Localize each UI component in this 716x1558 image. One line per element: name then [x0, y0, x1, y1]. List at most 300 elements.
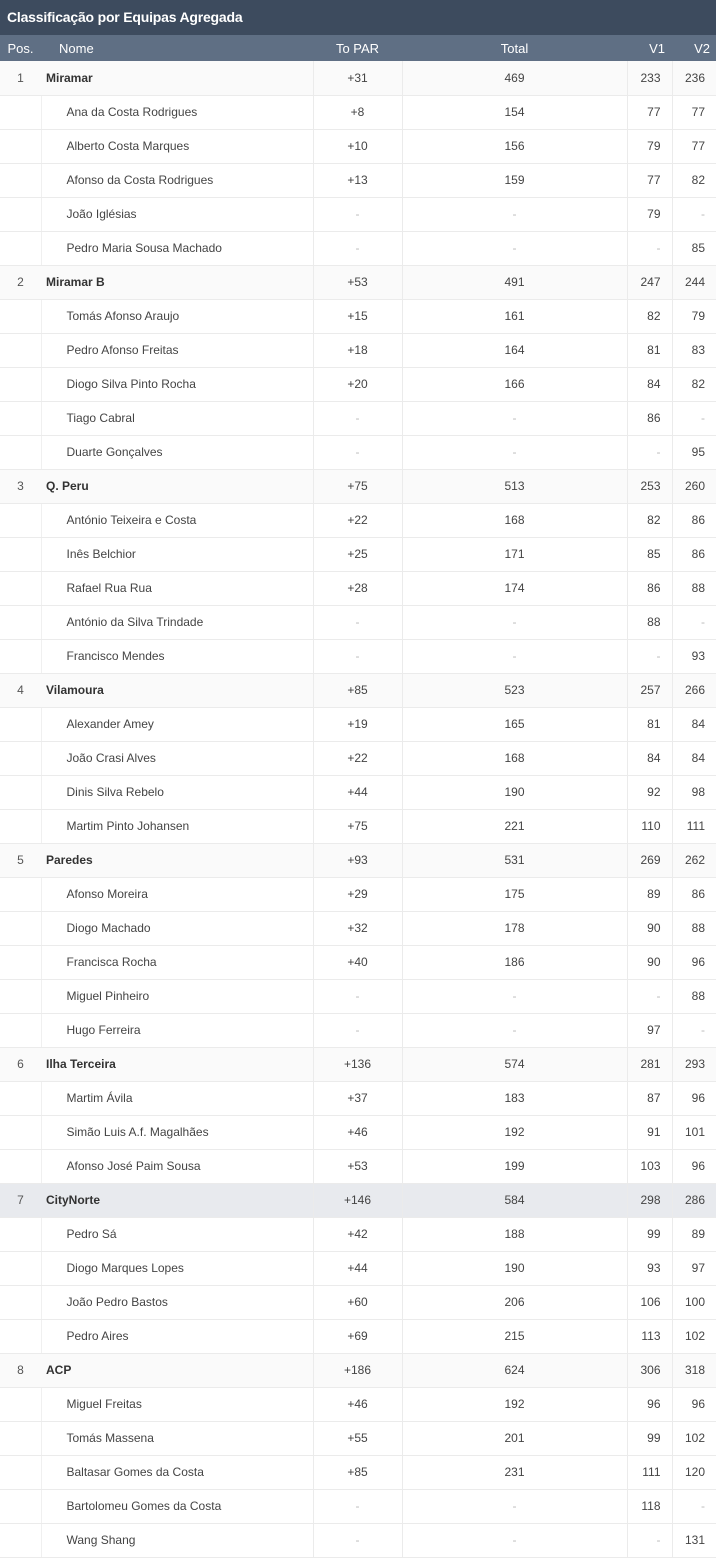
player-total-value: 215: [402, 1319, 627, 1353]
player-row[interactable]: [0, 945, 716, 979]
player-position: [0, 401, 41, 435]
player-total-value: 154: [402, 95, 627, 129]
team-row[interactable]: [0, 469, 716, 503]
team-v2-value: 286: [672, 1183, 716, 1217]
player-position: [0, 503, 41, 537]
player-v1-value: 90: [627, 911, 672, 945]
team-total-value: 513: [402, 469, 627, 503]
player-v2-value: 100: [672, 1285, 716, 1319]
player-name[interactable]: João Iglésias: [41, 197, 313, 231]
player-position: [0, 1115, 41, 1149]
team-position: 5: [0, 843, 41, 877]
player-total-value: 201: [402, 1421, 627, 1455]
player-total-value: 183: [402, 1081, 627, 1115]
player-position: [0, 979, 41, 1013]
player-v1-value: 84: [627, 367, 672, 401]
team-total-value: 523: [402, 673, 627, 707]
team-v1-value: 269: [627, 843, 672, 877]
player-row[interactable]: [0, 163, 716, 197]
team-par-value: +93: [313, 843, 402, 877]
player-v2-value: -: [672, 605, 716, 639]
player-name[interactable]: Diogo Silva Pinto Rocha: [41, 367, 313, 401]
player-row[interactable]: [0, 197, 716, 231]
player-row[interactable]: [0, 537, 716, 571]
player-v2-value: -: [672, 401, 716, 435]
player-v1-value: 86: [627, 571, 672, 605]
player-v1-value: -: [627, 1523, 672, 1557]
player-position: [0, 1387, 41, 1421]
player-v1-value: 111: [627, 1455, 672, 1489]
player-par-value: +55: [313, 1421, 402, 1455]
team-position: 4: [0, 673, 41, 707]
player-total-value: 192: [402, 1387, 627, 1421]
player-v1-value: 85: [627, 537, 672, 571]
player-position: [0, 197, 41, 231]
player-row[interactable]: [0, 1013, 716, 1047]
header-v2[interactable]: V2: [694, 40, 710, 56]
player-position: [0, 1523, 41, 1557]
player-v1-value: 90: [627, 945, 672, 979]
player-name[interactable]: Afonso Moreira: [41, 877, 313, 911]
player-par-value: -: [313, 1489, 402, 1523]
player-par-value: +53: [313, 1149, 402, 1183]
player-position: [0, 163, 41, 197]
player-position: [0, 435, 41, 469]
player-total-value: 175: [402, 877, 627, 911]
player-v2-value: 88: [672, 571, 716, 605]
player-v2-value: 86: [672, 537, 716, 571]
player-par-value: +44: [313, 1251, 402, 1285]
player-row[interactable]: [0, 1489, 716, 1523]
player-position: [0, 809, 41, 843]
player-name[interactable]: Francisco Mendes: [41, 639, 313, 673]
player-total-value: 190: [402, 1251, 627, 1285]
player-par-value: +85: [313, 1455, 402, 1489]
player-par-value: -: [313, 401, 402, 435]
player-name[interactable]: António Teixeira e Costa: [41, 503, 313, 537]
player-v2-value: 86: [672, 503, 716, 537]
player-row[interactable]: [0, 911, 716, 945]
player-total-value: -: [402, 435, 627, 469]
header-total[interactable]: Total: [500, 40, 529, 56]
team-name[interactable]: Ilha Terceira: [41, 1047, 313, 1081]
player-row[interactable]: [0, 1319, 716, 1353]
team-position: 7: [0, 1183, 41, 1217]
team-v1-value: 257: [627, 673, 672, 707]
team-name[interactable]: ACP: [41, 1353, 313, 1387]
player-row[interactable]: [0, 1421, 716, 1455]
player-total-value: 159: [402, 163, 627, 197]
player-position: [0, 605, 41, 639]
player-total-value: 166: [402, 367, 627, 401]
team-v2-value: 236: [672, 61, 716, 95]
player-par-value: +42: [313, 1217, 402, 1251]
player-name[interactable]: Hugo Ferreira: [41, 1013, 313, 1047]
player-v2-value: 102: [672, 1319, 716, 1353]
team-total-value: 574: [402, 1047, 627, 1081]
player-row[interactable]: [0, 979, 716, 1013]
player-position: [0, 741, 41, 775]
player-position: [0, 1319, 41, 1353]
team-v1-value: 281: [627, 1047, 672, 1081]
player-v2-value: 131: [672, 1523, 716, 1557]
player-name[interactable]: Baltasar Gomes da Costa: [41, 1455, 313, 1489]
player-v2-value: 98: [672, 775, 716, 809]
player-name[interactable]: Simão Luis A.f. Magalhães: [41, 1115, 313, 1149]
team-total-value: 491: [402, 265, 627, 299]
player-v2-value: 102: [672, 1421, 716, 1455]
player-v1-value: 97: [627, 1013, 672, 1047]
player-total-value: 156: [402, 129, 627, 163]
team-par-value: +75: [313, 469, 402, 503]
player-row[interactable]: [0, 1523, 716, 1557]
player-par-value: +28: [313, 571, 402, 605]
team-v2-value: 244: [672, 265, 716, 299]
player-row[interactable]: [0, 1455, 716, 1489]
player-v1-value: 96: [627, 1387, 672, 1421]
header-v1[interactable]: V1: [649, 40, 665, 56]
player-v2-value: -: [672, 1013, 716, 1047]
header-row: [0, 35, 716, 61]
player-row[interactable]: [0, 1149, 716, 1183]
player-name[interactable]: António da Silva Trindade: [41, 605, 313, 639]
player-par-value: +20: [313, 367, 402, 401]
team-name[interactable]: CityNorte: [41, 1183, 313, 1217]
player-v2-value: 95: [672, 435, 716, 469]
player-total-value: -: [402, 1523, 627, 1557]
team-name[interactable]: Vilamoura: [41, 673, 313, 707]
player-name[interactable]: Tiago Cabral: [41, 401, 313, 435]
player-v2-value: 85: [672, 231, 716, 265]
player-par-value: +32: [313, 911, 402, 945]
player-v1-value: 84: [627, 741, 672, 775]
player-par-value: -: [313, 979, 402, 1013]
player-position: [0, 129, 41, 163]
player-position: [0, 911, 41, 945]
player-v2-value: 79: [672, 299, 716, 333]
player-v2-value: 77: [672, 129, 716, 163]
player-v1-value: 103: [627, 1149, 672, 1183]
player-row[interactable]: [0, 1285, 716, 1319]
player-total-value: -: [402, 231, 627, 265]
player-par-value: +13: [313, 163, 402, 197]
player-position: [0, 707, 41, 741]
team-par-value: +53: [313, 265, 402, 299]
player-par-value: +46: [313, 1115, 402, 1149]
player-par-value: -: [313, 639, 402, 673]
player-v2-value: 84: [672, 707, 716, 741]
team-par-value: +85: [313, 673, 402, 707]
player-v2-value: 77: [672, 95, 716, 129]
player-row[interactable]: [0, 129, 716, 163]
player-total-value: 168: [402, 741, 627, 775]
player-total-value: -: [402, 605, 627, 639]
player-v1-value: 81: [627, 333, 672, 367]
player-row[interactable]: [0, 1081, 716, 1115]
player-v1-value: 79: [627, 129, 672, 163]
player-v2-value: 84: [672, 741, 716, 775]
player-name[interactable]: Tomás Afonso Araujo: [41, 299, 313, 333]
player-v1-value: 81: [627, 707, 672, 741]
player-v1-value: -: [627, 435, 672, 469]
player-position: [0, 537, 41, 571]
player-v1-value: 99: [627, 1217, 672, 1251]
player-total-value: -: [402, 1013, 627, 1047]
player-position: [0, 1013, 41, 1047]
player-v1-value: 86: [627, 401, 672, 435]
player-position: [0, 367, 41, 401]
player-name[interactable]: Pedro Afonso Freitas: [41, 333, 313, 367]
player-row[interactable]: [0, 1251, 716, 1285]
player-v2-value: 86: [672, 877, 716, 911]
player-position: [0, 333, 41, 367]
team-total-value: 469: [402, 61, 627, 95]
player-row[interactable]: [0, 1217, 716, 1251]
player-row[interactable]: [0, 95, 716, 129]
team-v2-value: 318: [672, 1353, 716, 1387]
player-v1-value: -: [627, 231, 672, 265]
player-v1-value: 79: [627, 197, 672, 231]
player-row[interactable]: [0, 503, 716, 537]
team-total-value: 584: [402, 1183, 627, 1217]
player-name[interactable]: Miguel Freitas: [41, 1387, 313, 1421]
page-title: Classificação por Equipas Agregada: [0, 0, 716, 35]
player-v2-value: 96: [672, 1081, 716, 1115]
player-v2-value: 96: [672, 1387, 716, 1421]
player-total-value: 164: [402, 333, 627, 367]
player-total-value: 192: [402, 1115, 627, 1149]
player-par-value: -: [313, 1523, 402, 1557]
player-row[interactable]: [0, 639, 716, 673]
player-par-value: +22: [313, 741, 402, 775]
team-position: 1: [0, 61, 41, 95]
player-par-value: -: [313, 197, 402, 231]
player-par-value: -: [313, 605, 402, 639]
player-v2-value: 88: [672, 979, 716, 1013]
player-v1-value: -: [627, 979, 672, 1013]
player-v1-value: 77: [627, 95, 672, 129]
team-v1-value: 247: [627, 265, 672, 299]
player-name[interactable]: Bartolomeu Gomes da Costa: [41, 1489, 313, 1523]
team-row[interactable]: [0, 843, 716, 877]
team-v2-value: 260: [672, 469, 716, 503]
player-v2-value: 96: [672, 945, 716, 979]
player-par-value: +40: [313, 945, 402, 979]
player-name[interactable]: João Crasi Alves: [41, 741, 313, 775]
team-v1-value: 306: [627, 1353, 672, 1387]
player-name[interactable]: Martim Ávila: [41, 1081, 313, 1115]
player-row[interactable]: [0, 435, 716, 469]
player-total-value: 168: [402, 503, 627, 537]
player-position: [0, 1251, 41, 1285]
player-position: [0, 1421, 41, 1455]
player-total-value: 190: [402, 775, 627, 809]
player-name[interactable]: Diogo Machado: [41, 911, 313, 945]
player-row[interactable]: [0, 1387, 716, 1421]
team-name[interactable]: Miramar B: [41, 265, 313, 299]
player-v2-value: 93: [672, 639, 716, 673]
player-name[interactable]: Inês Belchior: [41, 537, 313, 571]
player-name[interactable]: Pedro Maria Sousa Machado: [41, 231, 313, 265]
player-par-value: +75: [313, 809, 402, 843]
team-position: 2: [0, 265, 41, 299]
player-name[interactable]: Afonso da Costa Rodrigues: [41, 163, 313, 197]
player-total-value: 206: [402, 1285, 627, 1319]
team-row[interactable]: [0, 1047, 716, 1081]
player-v2-value: 120: [672, 1455, 716, 1489]
player-name[interactable]: Diogo Marques Lopes: [41, 1251, 313, 1285]
player-par-value: +18: [313, 333, 402, 367]
player-total-value: -: [402, 197, 627, 231]
player-row[interactable]: [0, 877, 716, 911]
player-row[interactable]: [0, 1115, 716, 1149]
team-row[interactable]: [0, 265, 716, 299]
team-name[interactable]: Miramar: [41, 61, 313, 95]
player-name[interactable]: Afonso José Paim Sousa: [41, 1149, 313, 1183]
player-position: [0, 775, 41, 809]
player-row[interactable]: [0, 367, 716, 401]
player-v1-value: 91: [627, 1115, 672, 1149]
player-total-value: -: [402, 639, 627, 673]
player-v1-value: 82: [627, 503, 672, 537]
player-total-value: 171: [402, 537, 627, 571]
player-v2-value: 89: [672, 1217, 716, 1251]
player-total-value: 221: [402, 809, 627, 843]
team-row[interactable]: [0, 1183, 716, 1217]
player-row[interactable]: [0, 231, 716, 265]
player-v1-value: 118: [627, 1489, 672, 1523]
player-name[interactable]: Miguel Pinheiro: [41, 979, 313, 1013]
team-name[interactable]: Q. Peru: [41, 469, 313, 503]
player-v2-value: 83: [672, 333, 716, 367]
player-name[interactable]: Dinis Silva Rebelo: [41, 775, 313, 809]
player-name[interactable]: Duarte Gonçalves: [41, 435, 313, 469]
player-v2-value: 96: [672, 1149, 716, 1183]
table-body: [0, 61, 716, 1557]
team-par-value: +186: [313, 1353, 402, 1387]
player-par-value: +25: [313, 537, 402, 571]
player-total-value: -: [402, 401, 627, 435]
player-v1-value: 99: [627, 1421, 672, 1455]
player-row[interactable]: [0, 401, 716, 435]
player-name[interactable]: Pedro Aires: [41, 1319, 313, 1353]
team-par-value: +146: [313, 1183, 402, 1217]
player-name[interactable]: Wang Shang: [41, 1523, 313, 1557]
team-row[interactable]: [0, 61, 716, 95]
team-v1-value: 233: [627, 61, 672, 95]
player-par-value: -: [313, 435, 402, 469]
player-position: [0, 1489, 41, 1523]
team-row[interactable]: [0, 1353, 716, 1387]
player-par-value: +15: [313, 299, 402, 333]
player-total-value: 161: [402, 299, 627, 333]
player-v1-value: 89: [627, 877, 672, 911]
player-row[interactable]: [0, 571, 716, 605]
player-row[interactable]: [0, 775, 716, 809]
player-position: [0, 639, 41, 673]
team-v2-value: 266: [672, 673, 716, 707]
team-row[interactable]: [0, 673, 716, 707]
player-position: [0, 95, 41, 129]
player-v1-value: -: [627, 639, 672, 673]
team-par-value: +31: [313, 61, 402, 95]
team-position: 6: [0, 1047, 41, 1081]
player-name[interactable]: Alexander Amey: [41, 707, 313, 741]
player-par-value: +29: [313, 877, 402, 911]
player-par-value: +22: [313, 503, 402, 537]
header-name[interactable]: Nome: [59, 40, 94, 56]
player-v1-value: 77: [627, 163, 672, 197]
header-pos[interactable]: Pos.: [7, 40, 34, 56]
player-total-value: 165: [402, 707, 627, 741]
player-par-value: +60: [313, 1285, 402, 1319]
player-name[interactable]: Pedro Sá: [41, 1217, 313, 1251]
player-name[interactable]: Francisca Rocha: [41, 945, 313, 979]
player-name[interactable]: Martim Pinto Johansen: [41, 809, 313, 843]
player-name[interactable]: Ana da Costa Rodrigues: [41, 95, 313, 129]
player-position: [0, 877, 41, 911]
player-name[interactable]: Rafael Rua Rua: [41, 571, 313, 605]
team-position: 8: [0, 1353, 41, 1387]
player-position: [0, 945, 41, 979]
player-par-value: +44: [313, 775, 402, 809]
team-position: 3: [0, 469, 41, 503]
player-v1-value: 82: [627, 299, 672, 333]
player-position: [0, 1455, 41, 1489]
team-total-value: 531: [402, 843, 627, 877]
player-total-value: -: [402, 979, 627, 1013]
player-position: [0, 1285, 41, 1319]
player-total-value: -: [402, 1489, 627, 1523]
player-v1-value: 92: [627, 775, 672, 809]
player-row[interactable]: [0, 741, 716, 775]
player-position: [0, 299, 41, 333]
player-row[interactable]: [0, 605, 716, 639]
team-name[interactable]: Paredes: [41, 843, 313, 877]
player-position: [0, 1081, 41, 1115]
team-total-value: 624: [402, 1353, 627, 1387]
player-row[interactable]: [0, 809, 716, 843]
player-v2-value: 88: [672, 911, 716, 945]
player-par-value: +46: [313, 1387, 402, 1421]
header-to-par[interactable]: To PAR: [335, 40, 380, 56]
player-row[interactable]: [0, 707, 716, 741]
team-v2-value: 293: [672, 1047, 716, 1081]
team-v1-value: 298: [627, 1183, 672, 1217]
player-position: [0, 571, 41, 605]
player-v1-value: 113: [627, 1319, 672, 1353]
player-v2-value: 82: [672, 367, 716, 401]
player-name[interactable]: Tomás Massena: [41, 1421, 313, 1455]
player-position: [0, 1149, 41, 1183]
player-row[interactable]: [0, 333, 716, 367]
player-position: [0, 1217, 41, 1251]
player-name[interactable]: João Pedro Bastos: [41, 1285, 313, 1319]
player-row[interactable]: [0, 299, 716, 333]
team-standings-table: [0, 35, 716, 1558]
player-par-value: +19: [313, 707, 402, 741]
player-par-value: +8: [313, 95, 402, 129]
player-v2-value: 101: [672, 1115, 716, 1149]
player-par-value: -: [313, 1013, 402, 1047]
player-name[interactable]: Alberto Costa Marques: [41, 129, 313, 163]
player-v2-value: 82: [672, 163, 716, 197]
player-v2-value: 97: [672, 1251, 716, 1285]
player-total-value: 188: [402, 1217, 627, 1251]
player-v2-value: -: [672, 1489, 716, 1523]
player-total-value: 199: [402, 1149, 627, 1183]
table-header: [0, 35, 716, 61]
